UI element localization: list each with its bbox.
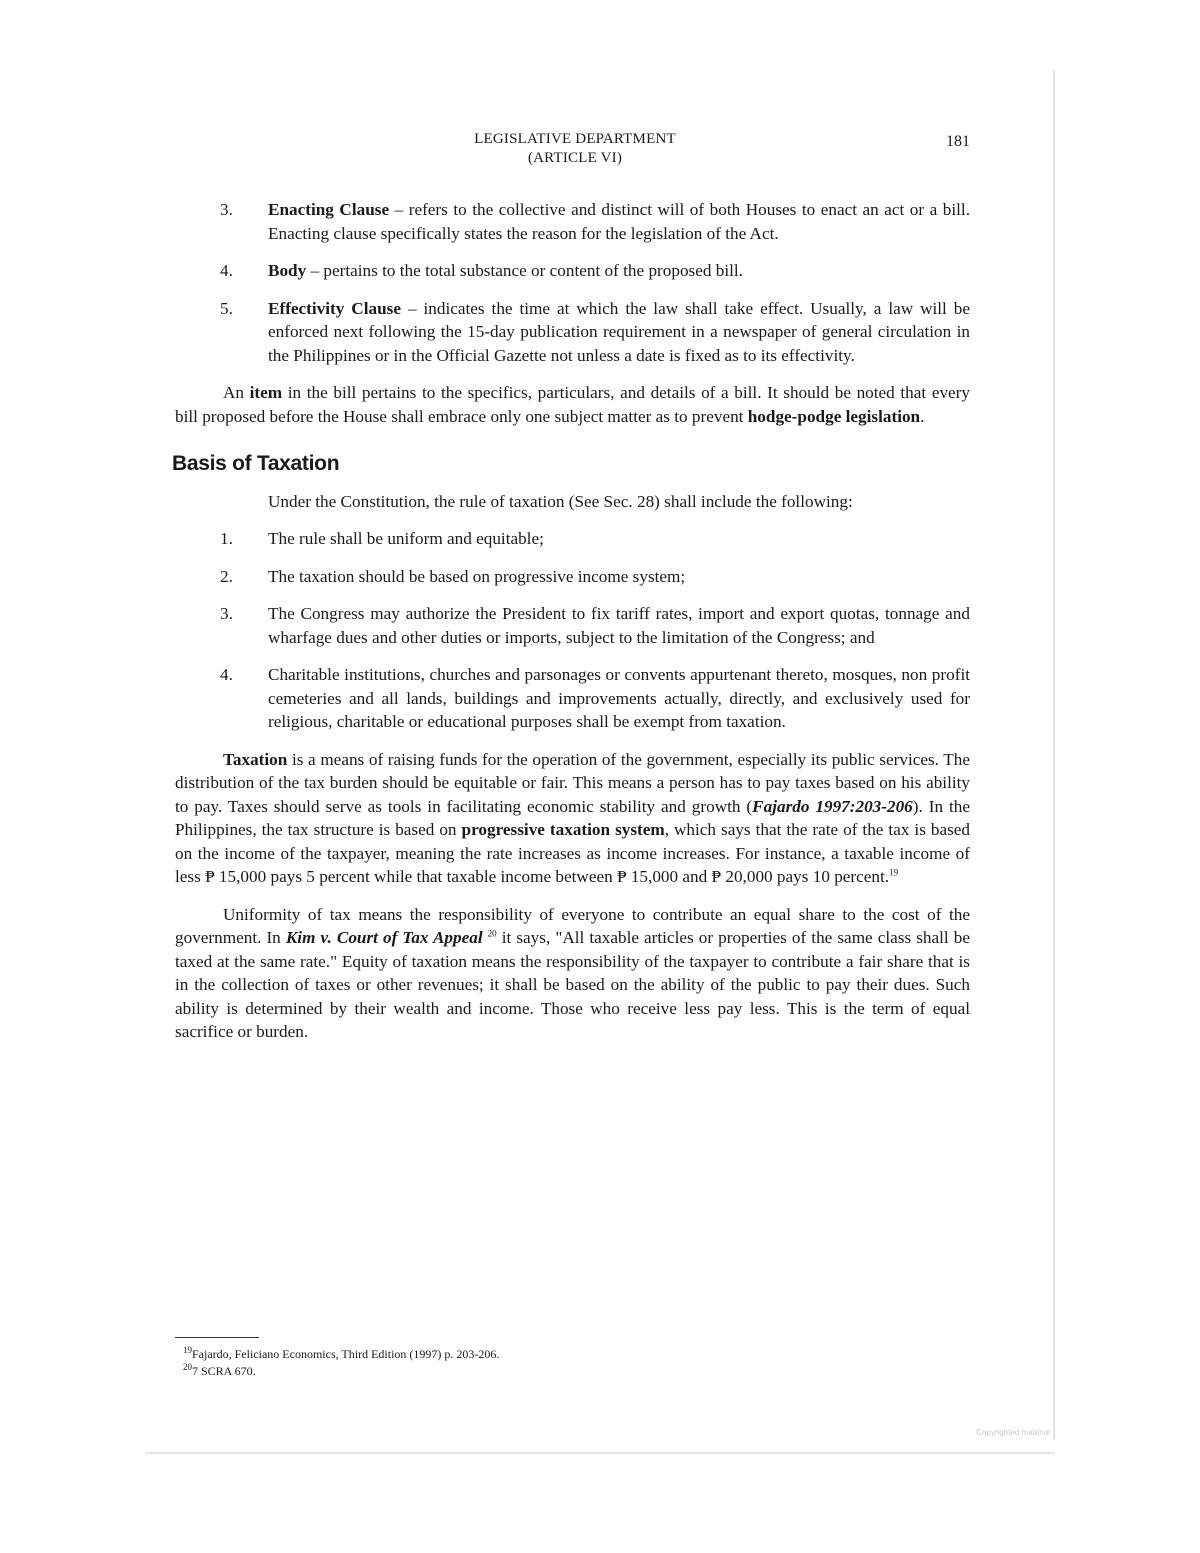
list-text: pertains to the total substance or content of the proposed bill. — [323, 261, 743, 280]
list-number: 4. — [220, 665, 233, 684]
footnote-mark: 19 — [183, 1345, 192, 1355]
list-item — [175, 565, 970, 589]
page-body — [172, 198, 971, 1058]
list-number: 3. — [220, 200, 233, 219]
taxation-paragraph: Taxation is a means of raising funds for the operation of the government, especially its public services. The distribution of the tax burden should be equitable or fair. This means a person has to pay taxes based on his ability to pay. Taxes should serve as tools in facilitating economic stability and growth (Fajardo 1997:203-206). In the Philippines, the tax structure is based on progressive taxation system, which says that the rate of the tax is based on the income of the taxpayer, meaning the rate increases as income increases. For instance, a taxable income of less ₱ 15,000 pays 5 percent while that taxable income between ₱ 15,000 and ₱ 20,000 pays 10 percent.$^{19}$ — [175, 749, 971, 886]
copyright-watermark: Copyrighted material — [976, 1428, 1050, 1437]
list-number: 4. — [220, 261, 233, 280]
list-number: 3. — [220, 604, 233, 623]
list-text: The taxation should be based on progressive income system; — [268, 566, 686, 586]
list-term: Effectivity Clause — [268, 298, 401, 318]
case-citation: Kim v. Court of Tax Appeal — [285, 928, 483, 947]
list-term: Body — [268, 261, 307, 280]
bill-parts-list — [175, 198, 970, 367]
page-edge-right — [1053, 70, 1055, 1440]
running-head-subtitle: (ARTICLE VI) — [527, 150, 623, 166]
list-text: The rule shall be uniform and equitable; — [268, 529, 544, 548]
item-paragraph: An item in the bill pertains to the specifics, particulars, and details of a bill. It should be noted that every bill proposed before the House shall embrace only one subject matter as to prevent hodge-podge legislation. — [175, 383, 970, 426]
uniformity-paragraph: Uniformity of tax means the responsibility of everyone to contribute an equal share to the cost of the government. In Kim v. Court of Tax Appeal $^{20}$ it says, "All taxable articles or properties of the same class shall be taxed at the same rate." Equity of taxation means the responsibility of the taxpayer to contribute a fair share that is in the collection of taxes or other revenues; it shall be based on the ability of the public to pay their dues. Such ability is determined by their wealth and income. Those who receive less pay less. This is the term of equal sacrifice or burden. — [175, 904, 970, 1041]
running-head — [300, 130, 850, 168]
list-text: indicates the time at which the law shall take effect. Usually, a law will be enforced next following the 15-day publication requirement in a newspaper of general circulation in the Philippines or in the Official Gazette not unless a date is fixed as to its effectivity. — [268, 298, 971, 365]
footnotes — [175, 1337, 875, 1380]
citation: Fajardo 1997:203-206 — [752, 796, 913, 816]
list-item: 5. Effectivity Clause – indicates the time at which the law shall take effect. Usually, a law will be enforced next following the 15-day publication requirement in a newspaper of general circulation in the Philippines or in the Official Gazette not unless a date is fixed as to its effectivity. — [175, 297, 970, 368]
tax-rules-list — [175, 527, 970, 734]
page-edge-bottom — [145, 1452, 1055, 1454]
list-item — [175, 602, 970, 649]
list-number: 2. — [220, 566, 233, 586]
footnote-ref[interactable]: 19 — [889, 867, 899, 878]
section-heading: Basis of Taxation — [172, 452, 340, 475]
list-item: 3. Enacting Clause – refers to the collective and distinct will of both Houses to enact an act or a bill. Enacting clause specifically states the reason for the legislation of the Act. — [175, 198, 970, 245]
list-item — [175, 663, 970, 734]
list-text: The Congress may authorize the President to fix tariff rates, import and export quotas, tonnage and wharfage dues and other duties or imports, subject to the limitation of the Congress; and — [268, 604, 970, 647]
list-item — [175, 527, 970, 551]
footnote-mark: 20 — [183, 1362, 192, 1372]
page-number: 181 — [946, 133, 970, 150]
running-head-title: LEGISLATIVE DEPARTMENT — [474, 131, 676, 147]
footnote: $^{19}$Fajardo, Feliciano Economics, Third Edition (1997) p. 203-206. — [183, 1345, 500, 1361]
footnote: $^{20}$7 SCRA 670. — [183, 1362, 256, 1378]
list-term: Enacting Clause — [268, 200, 390, 219]
list-text: refers to the collective and distinct will of both Houses to enact an act or a bill. Enacting clause specifically states the reason for the legislation of the Act. — [268, 200, 971, 243]
list-number: 5. — [220, 298, 233, 318]
list-item: 4. Body – pertains to the total substance or content of the proposed bill. — [175, 259, 970, 283]
list-number: 1. — [220, 529, 233, 548]
footnote-rule — [175, 1337, 259, 1338]
list-text: Charitable institutions, churches and parsonages or convents appurtenant thereto, mosques, non profit cemeteries and all lands, buildings and improvements actually, directly, and exclusively used for religious, charitable or educational purposes shall be exempt from taxation. — [268, 665, 970, 731]
footnote-ref[interactable]: 20 — [487, 928, 497, 939]
section-intro: Under the Constitution, the rule of taxation (See Sec. 28) shall include the following: — [268, 491, 853, 511]
